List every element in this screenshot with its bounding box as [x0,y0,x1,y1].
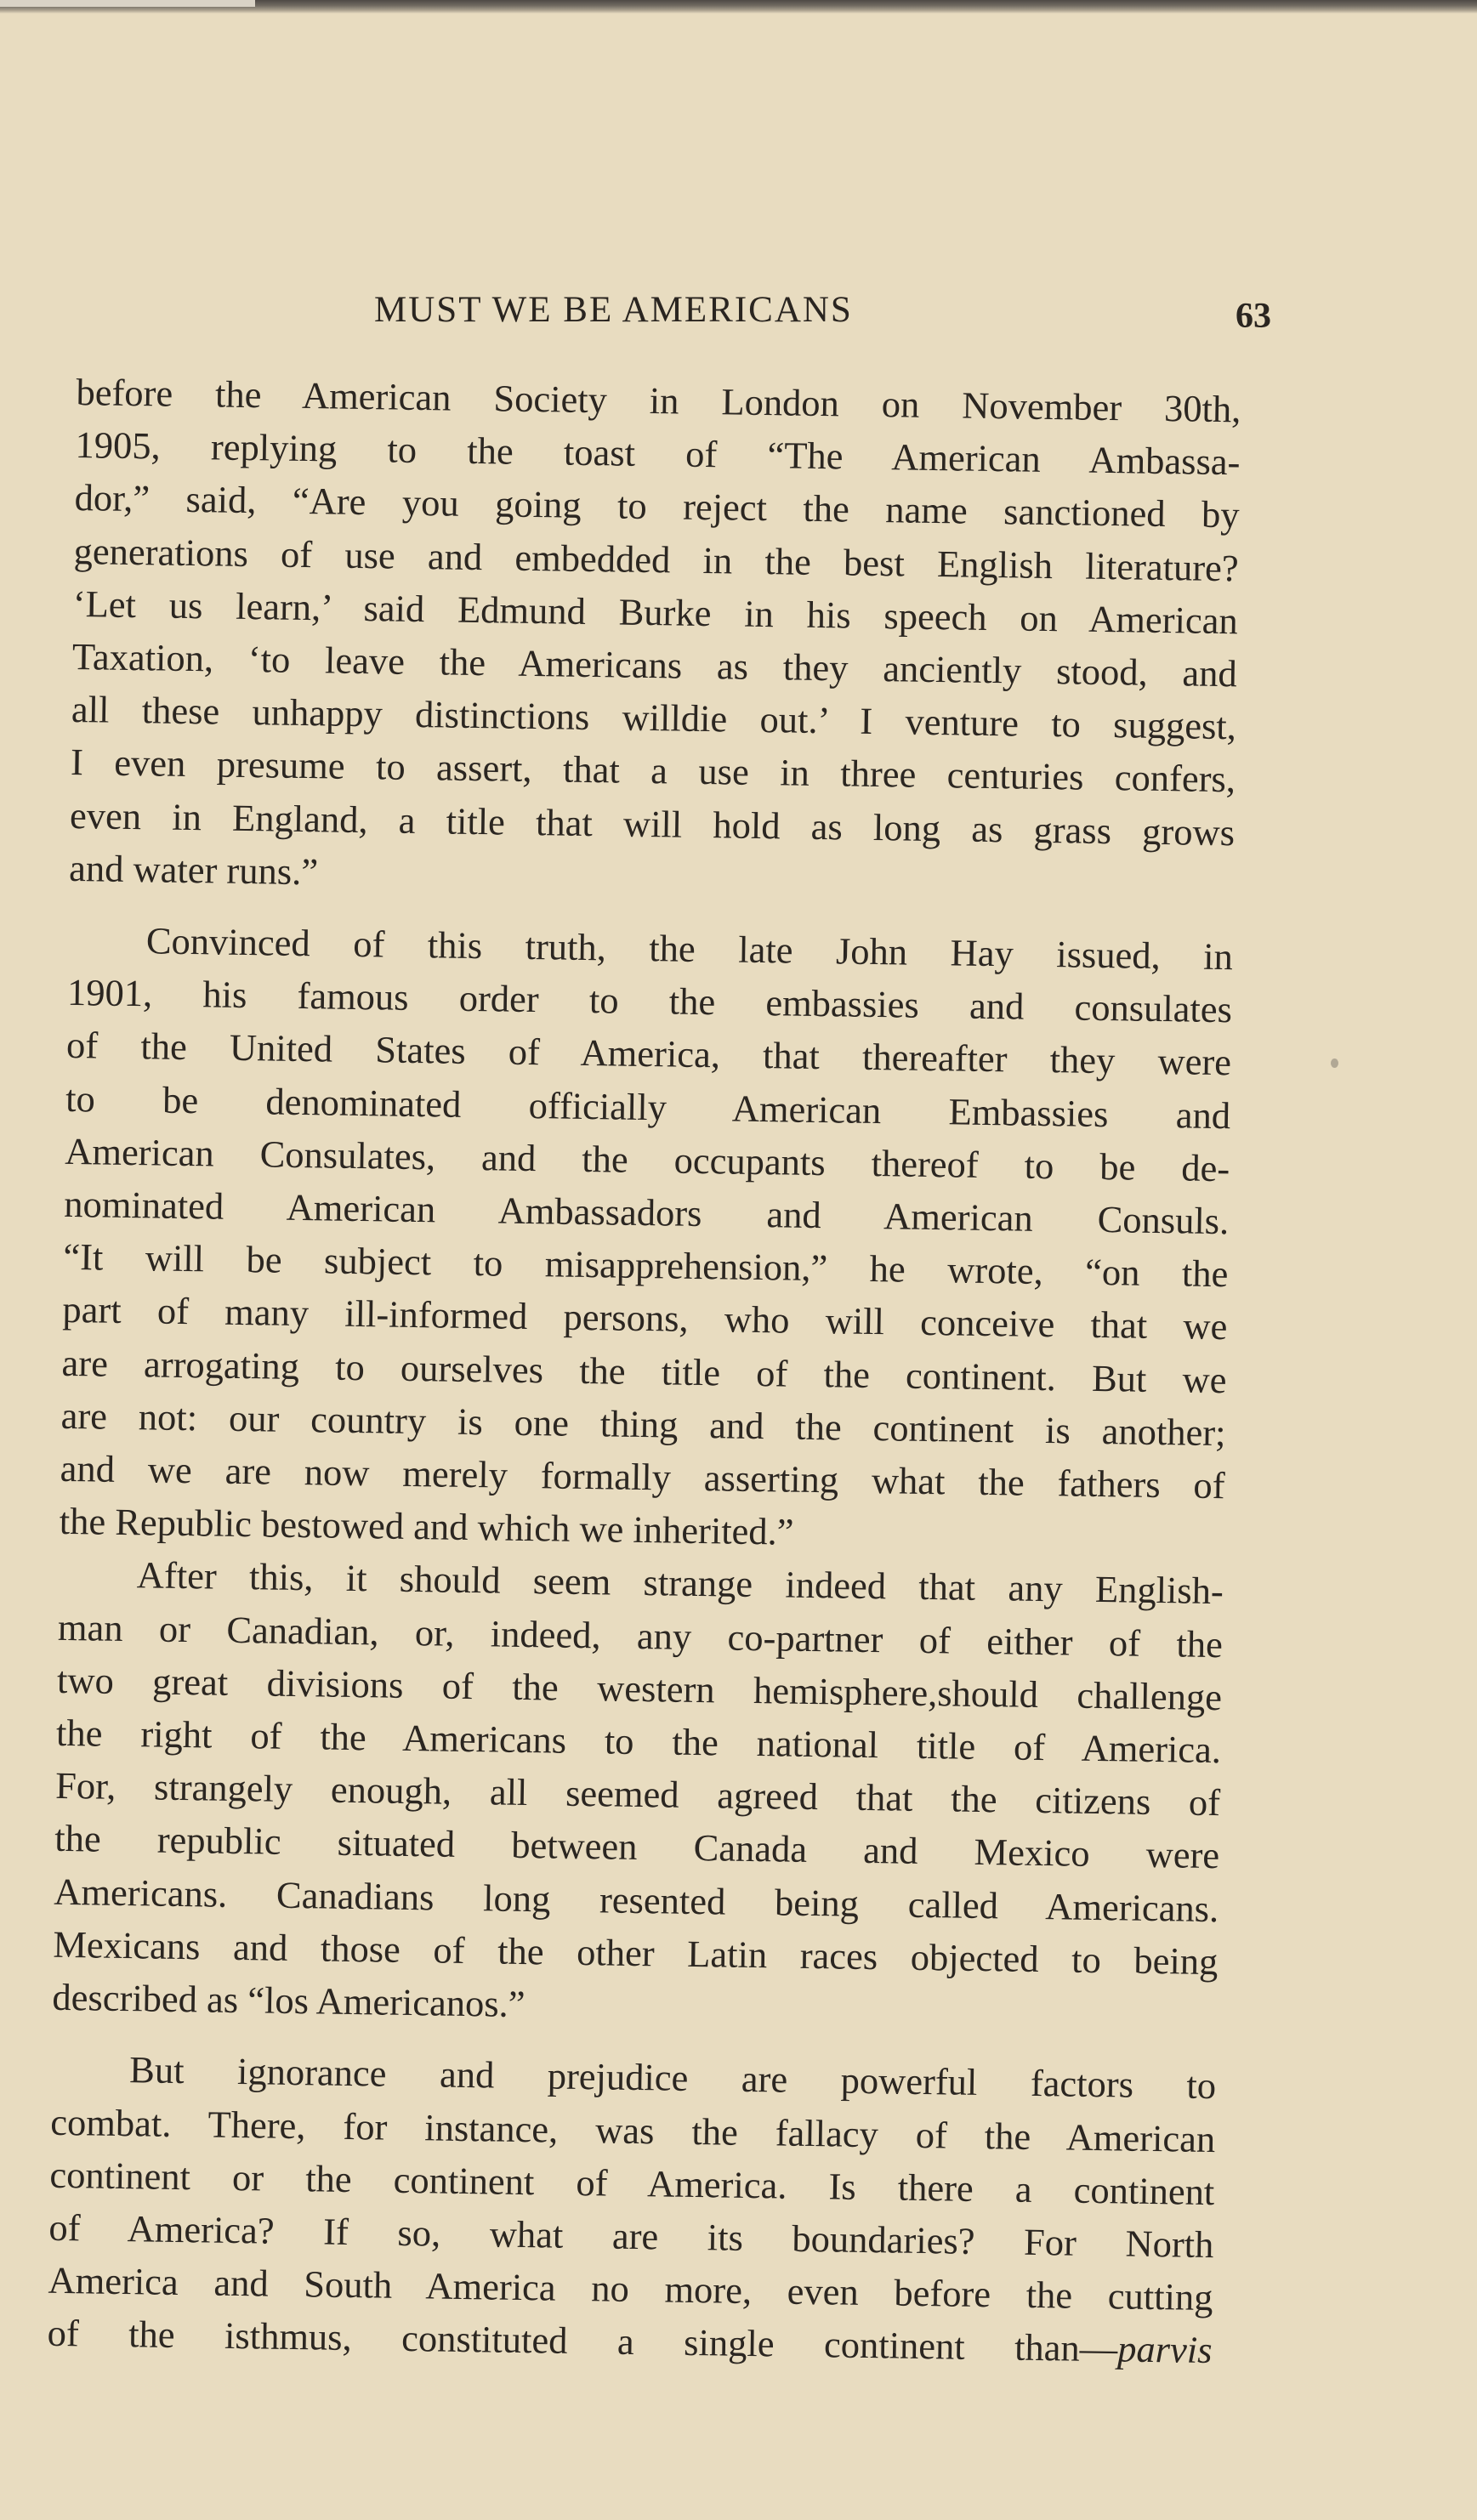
paragraph-2 [59,913,1233,1565]
page-top-edge-highlight [0,0,255,7]
text-line: generations of use and embedded in the best English literature? [73,529,1239,589]
text-line: all these unhappy distinctions willdie out.’ I venture to suggest, [71,688,1237,748]
text-line: I even presume to assert, that a use in three centuries confers, [70,741,1236,801]
text-line: the republic situated between Canada and Mexico were [54,1817,1220,1877]
paper-speck [1331,1059,1338,1068]
text-line: Mexicans and those of the other Latin races objected to being [53,1922,1219,1984]
body-text [47,366,1241,2377]
text-line: of America? If so, what are its boundaries? For North [48,2205,1214,2266]
text-line: are not: our country is one thing and the continent is another; [60,1393,1226,1455]
text-line: to be denominated officially American Embassies and [65,1076,1231,1137]
text-line: of the United States of America, that thereafter they were [65,1024,1232,1084]
text-line: the Republic bestowed and which we inherited.” [59,1500,794,1553]
text-line: nominated American Ambassadors and American Consuls. [64,1182,1230,1243]
text-line: before the American Society in London on November 30th, [76,370,1241,431]
text-line: two great divisions of the western hemisphere,should challenge [56,1658,1223,1719]
text-line: But ignorance and prejudice are powerful factors to [128,2048,1217,2108]
paragraph-1 [69,366,1241,911]
text-line: Taxation, ‘to leave the Americans as they anciently stood, and [71,634,1238,695]
text-line: American Consulates, and the occupants thereof to be de- [64,1129,1230,1190]
text-line: the right of the Americans to the national title of America. [55,1711,1222,1772]
page-header [102,289,1271,349]
running-title: MUST WE BE AMERICANS [374,290,853,330]
text-line: continent or the continent of America. Is there a continent [49,2153,1215,2213]
text-line: man or Canadian, or, indeed, any co-partner of either of the [57,1605,1224,1666]
text-line: For, strangely enough, all seemed agreed that the citizens of [54,1764,1221,1825]
text-line: America and South America no more, even before the cutting [48,2258,1213,2319]
text-line: 1905, replying to the toast of “The American Ambassa- [75,423,1241,484]
text-line: dor,” said, “Are you going to reject the name sanctioned by [74,476,1240,536]
paragraph-3 [52,1547,1224,2040]
text-line: are arrogating to ourselves the title of the continent. But we [61,1341,1227,1401]
text-line: and water runs.” [68,846,319,894]
page-number: 63 [1236,297,1271,336]
text-line: ‘Let us learn,’ said Edmund Burke in his speech on American [72,582,1239,643]
text-line: Convinced of this truth, the late John Hay issued, in [145,919,1234,979]
text-line: After this, it should seem strange indeed that any English- [136,1553,1224,1613]
text-line: part of many ill-informed persons, who will conceive that we [62,1288,1228,1348]
text-line: “It will be subject to misapprehension,” he wrote, “on the [63,1235,1229,1296]
text-line: and we are now merely formally asserting what the fathers of [60,1446,1225,1507]
italic-word: parvis [1116,2327,1213,2372]
text-line: even in England, a title that will hold as long as grass grows [69,793,1236,854]
paragraph-4 [47,2042,1216,2377]
text-line: combat. There, for instance, was the fallacy of the American [49,2100,1216,2160]
text-line: 1901, his famous order to the embassies and consulates [66,971,1233,1031]
text-line: Americans. Canadians long resented being called Americans. [54,1870,1219,1930]
text-line: described as “los Americanos.” [52,1975,525,2026]
text-line: of the isthmus, constituted a single continent than—parvis [47,2312,1213,2372]
